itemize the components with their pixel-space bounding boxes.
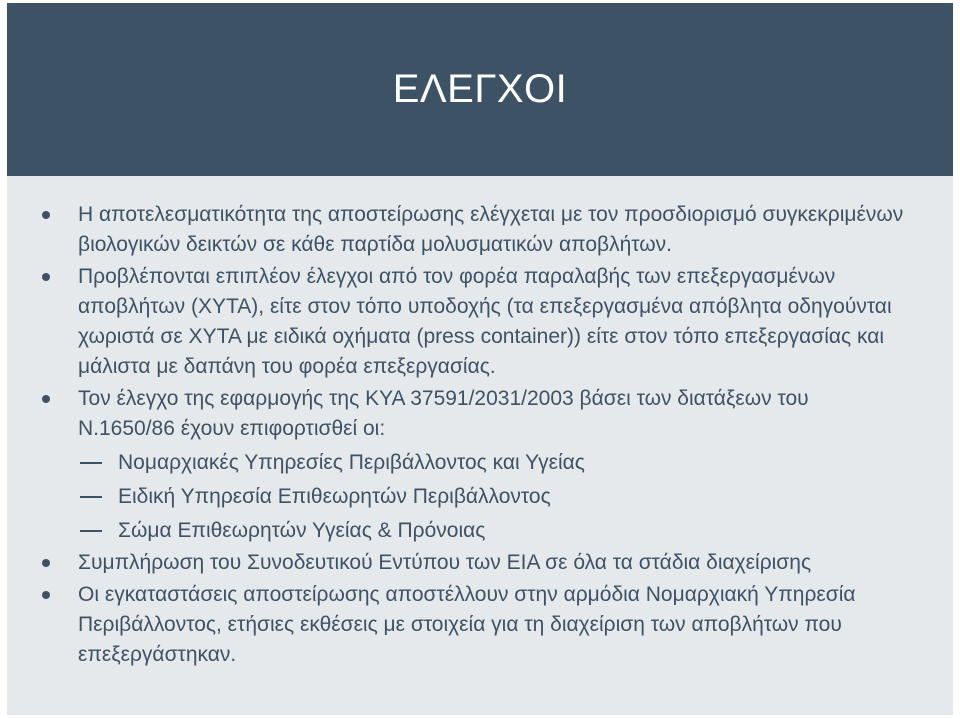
bullet-item [0,548,940,578]
sub-bullet-item [0,482,940,512]
slide-title: ΕΛΕΓΧΟΙ [392,67,568,111]
bullet-dot-icon [42,395,50,403]
bullet-item [0,200,940,260]
sub-bullet-item [0,516,940,546]
bullet-dot-icon [42,273,50,281]
dash-icon [80,462,102,464]
bullet-text: Συμπλήρωση του Συνοδευτικού Εντύπου των ΕΙΑ σε όλα τα στάδια διαχείρισης [78,551,812,574]
dash-icon [80,530,102,532]
bullet-item [0,262,940,382]
sub-bullet-text: Σώμα Επιθεωρητών Υγείας & Πρόνοιας [118,519,486,542]
bullet-text: Προβλέπονται επιπλέον έλεγχοι από τον φορέα παραλαβής των επεξεργασμένων αποβλήτων (ΧΥΤΑ), είτε στον τόπο υποδοχής (τα επεξεργασμένα απόβλητα οδηγούνται χωριστά σε ΧΥΤΑ με ειδικά οχήματα (press container)) είτε στον τόπο επεξεργασίας και μάλιστα με δαπάνη του φορέα επεξεργασίας. [78,265,892,378]
bullet-list [0,200,940,670]
dash-icon [80,496,102,498]
bullet-text: Οι εγκαταστάσεις αποστείρωσης αποστέλλουν στην αρμόδια Νομαρχιακή Υπηρεσία Περιβάλλοντος, ετήσιες εκθέσεις με στοιχεία για τη διαχείριση των αποβλήτων που επεξεργάστηκαν. [78,583,856,666]
bullet-text: Η αποτελεσματικότητα της αποστείρωσης ελέγχεται με τον προσδιορισμό συγκεκριμένων βιολογικών δεικτών σε κάθε παρτίδα μολυσματικών αποβλήτων. [78,203,904,256]
bullet-dot-icon [42,211,50,219]
bullet-dot-icon [42,559,50,567]
title-bar [7,3,953,176]
bullet-item [0,384,940,444]
sub-bullet-text: Ειδική Υπηρεσία Επιθεωρητών Περιβάλλοντος [118,485,551,508]
bullet-dot-icon [42,591,50,599]
sub-bullet-text: Νομαρχιακές Υπηρεσίες Περιβάλλοντος και Υγείας [118,451,585,474]
bullet-text: Τον έλεγχο της εφαρμογής της ΚΥΑ 37591/2031/2003 βάσει των διατάξεων του Ν.1650/86 έχουν επιφορτισθεί οι: [78,387,809,440]
sub-bullet-item [0,448,940,478]
bullet-item [0,580,940,670]
